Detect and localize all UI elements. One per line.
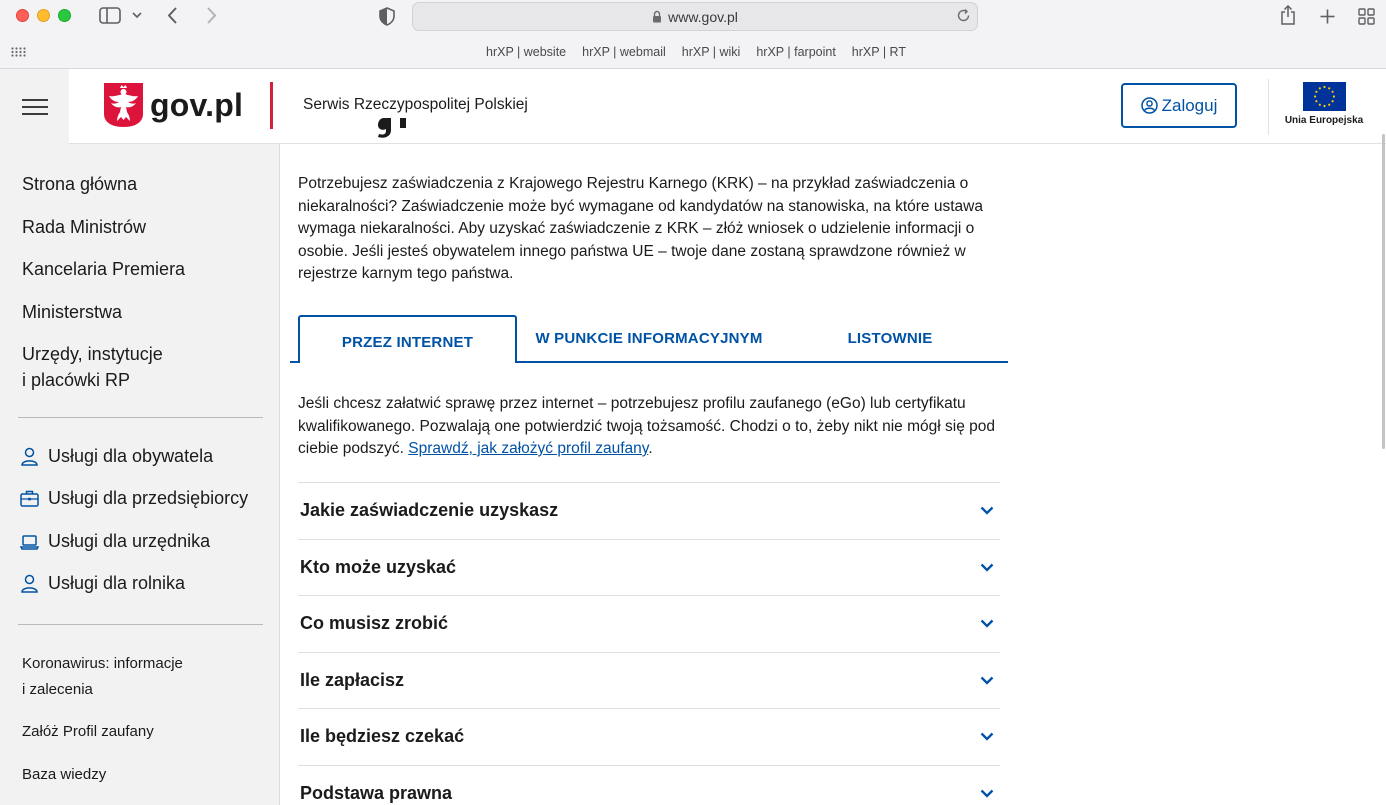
sidebar: [0, 144, 280, 805]
sidebar-item-covid-line2: i zalecenia: [22, 681, 93, 698]
favorite-link[interactable]: hrXP | farpoint: [756, 45, 836, 59]
sidebar-toggle-icon[interactable]: [98, 5, 122, 25]
logo-divider: [270, 82, 273, 129]
reload-icon[interactable]: [956, 8, 971, 26]
accordion-title: Co musisz zrobić: [300, 613, 449, 634]
eu-label: Unia Europejska: [1284, 115, 1364, 126]
accordion-title: Jakie zaświadczenie uzyskasz: [300, 500, 559, 521]
intro-paragraph: Potrzebujesz zaświadczenia z Krajowego Rejestru Karnego (KRK) – na przykład zaświadczenia o niekaralności? Zaświadczenie może być wymagane od kandydatów na stanowiska, na które ustawa wymaga niekaralności. Aby uzyskać zaświadczenie z KRK – złóż wniosek o udzielenie informacji o osobie. Jeśli jesteś obywatelem innego państwa UE – twoje dane zostaną sprawdzone również w rejestrze karnym tego państwa.: [298, 175, 983, 282]
sidebar-item-council[interactable]: Rada Ministrów: [22, 217, 147, 237]
lock-icon: [652, 10, 662, 23]
sidebar-item-label: Usługi dla urzędnika: [48, 531, 211, 551]
chevron-down-icon: [980, 789, 994, 798]
eu-divider: [1268, 79, 1269, 135]
tab-info-point[interactable]: W PUNKCIE INFORMACYJNYM: [535, 329, 763, 347]
user-circle-icon: [1141, 97, 1158, 114]
site-header: [0, 69, 1386, 144]
favorite-link[interactable]: hrXP | webmail: [582, 45, 666, 59]
service-name: Serwis Rzeczypospolitej Polskiej: [303, 96, 528, 113]
sidebar-item-label: Usługi dla przedsiębiorcy: [48, 488, 249, 508]
accordion-item-certificate[interactable]: [298, 482, 1000, 539]
tab-online[interactable]: PRZEZ INTERNET: [298, 315, 517, 363]
accordion-item-what-to-do[interactable]: [298, 595, 1000, 652]
back-icon[interactable]: [164, 5, 182, 25]
sidebar-item-covid-line1: Koronawirus: informacje: [22, 655, 183, 672]
sidebar-item-citizen-services[interactable]: [20, 446, 213, 467]
chevron-down-icon: [980, 619, 994, 628]
minimize-window-button[interactable]: [37, 9, 50, 22]
accordion: [298, 482, 1000, 805]
scrollbar-thumb[interactable]: [1382, 134, 1385, 449]
favorite-link[interactable]: hrXP | wiki: [681, 45, 741, 59]
accordion-title: Ile zapłacisz: [300, 669, 405, 690]
apps-grid-icon[interactable]: [10, 45, 26, 59]
briefcase-icon: [20, 489, 39, 508]
menu-button[interactable]: [0, 69, 69, 144]
online-info-text: Jeśli chcesz załatwić sprawę przez internet – potrzebujesz profilu zaufanego (eGo) lub certyfikatu kwalifikowanego. Pozwalają one potwierdzić twoją tożsamość. Chodzi o to, żeby nikt nie mógł się pod ciebie podszyć.: [298, 395, 995, 457]
hamburger-icon: [22, 98, 48, 116]
sidebar-item-label: Usługi dla obywatela: [48, 446, 214, 466]
address-bar[interactable]: [412, 2, 978, 31]
sidebar-item-knowledge-base[interactable]: Baza wiedzy: [22, 766, 107, 783]
sidebar-item-offices-line2: i placówki RP: [22, 370, 131, 390]
new-tab-icon[interactable]: [1317, 6, 1337, 26]
chevron-down-icon: [980, 676, 994, 685]
page: [0, 69, 1386, 805]
eu-badge[interactable]: [1286, 82, 1362, 126]
online-info-paragraph: [298, 393, 1003, 461]
sidebar-item-trusted-profile[interactable]: Załóż Profil zaufany: [22, 723, 154, 740]
online-info-end: .: [648, 440, 653, 457]
sidebar-divider: [18, 624, 263, 625]
page-heading-fragment: [376, 118, 416, 148]
sidebar-item-offices-line1: Urzędy, instytucje: [22, 344, 163, 364]
zoom-window-button[interactable]: [58, 9, 71, 22]
share-icon[interactable]: [1278, 4, 1298, 26]
login-label: Zaloguj: [1161, 95, 1218, 115]
sidebar-item-offices[interactable]: [22, 341, 163, 393]
chevron-down-icon[interactable]: [130, 8, 144, 22]
privacy-shield-icon[interactable]: [378, 6, 396, 26]
accordion-title: Ile będziesz czekać: [300, 726, 465, 747]
tab-overview-icon[interactable]: [1356, 6, 1376, 26]
chevron-down-icon: [980, 506, 994, 515]
tab-by-mail[interactable]: LISTOWNIE: [847, 329, 933, 347]
accordion-title: Podstawa prawna: [300, 782, 453, 803]
sidebar-item-ministries[interactable]: Ministerstwa: [22, 302, 123, 322]
chevron-down-icon: [980, 563, 994, 572]
accordion-item-wait-time[interactable]: [298, 708, 1000, 765]
sidebar-item-covid[interactable]: [22, 651, 183, 703]
favorite-link[interactable]: hrXP | RT: [851, 45, 906, 59]
close-window-button[interactable]: [16, 9, 29, 22]
url-text: www.gov.pl: [668, 8, 738, 25]
sidebar-item-farmer-services[interactable]: [20, 573, 185, 594]
accordion-item-legal-basis[interactable]: [298, 765, 1000, 805]
browser-chrome: [0, 0, 1386, 69]
laptop-icon: [20, 532, 39, 551]
login-button[interactable]: [1121, 83, 1237, 128]
sidebar-item-home[interactable]: Strona główna: [22, 174, 138, 194]
person-icon: [20, 574, 39, 593]
accordion-item-who-can[interactable]: [298, 539, 1000, 596]
trusted-profile-link[interactable]: Sprawdź, jak założyć profil zaufany: [408, 440, 649, 457]
sidebar-item-official-services[interactable]: [20, 531, 210, 552]
eagle-emblem-icon: [103, 82, 144, 128]
gov-logo[interactable]: [103, 82, 243, 128]
accordion-item-cost[interactable]: [298, 652, 1000, 709]
forward-icon[interactable]: [202, 5, 220, 25]
favorite-link[interactable]: hrXP | website: [486, 45, 567, 59]
sidebar-item-label: Usługi dla rolnika: [48, 573, 186, 593]
sidebar-item-business-services[interactable]: [20, 488, 248, 509]
sidebar-divider: [18, 417, 263, 418]
sidebar-item-chancellery[interactable]: Kancelaria Premiera: [22, 259, 186, 279]
chevron-down-icon: [980, 732, 994, 741]
logo-text: gov.pl: [150, 86, 244, 123]
favorites-bar: [486, 45, 906, 59]
eu-flag-icon: [1303, 82, 1346, 111]
person-icon: [20, 447, 39, 466]
accordion-title: Kto może uzyskać: [300, 556, 457, 577]
tab-bar: [290, 315, 1008, 363]
